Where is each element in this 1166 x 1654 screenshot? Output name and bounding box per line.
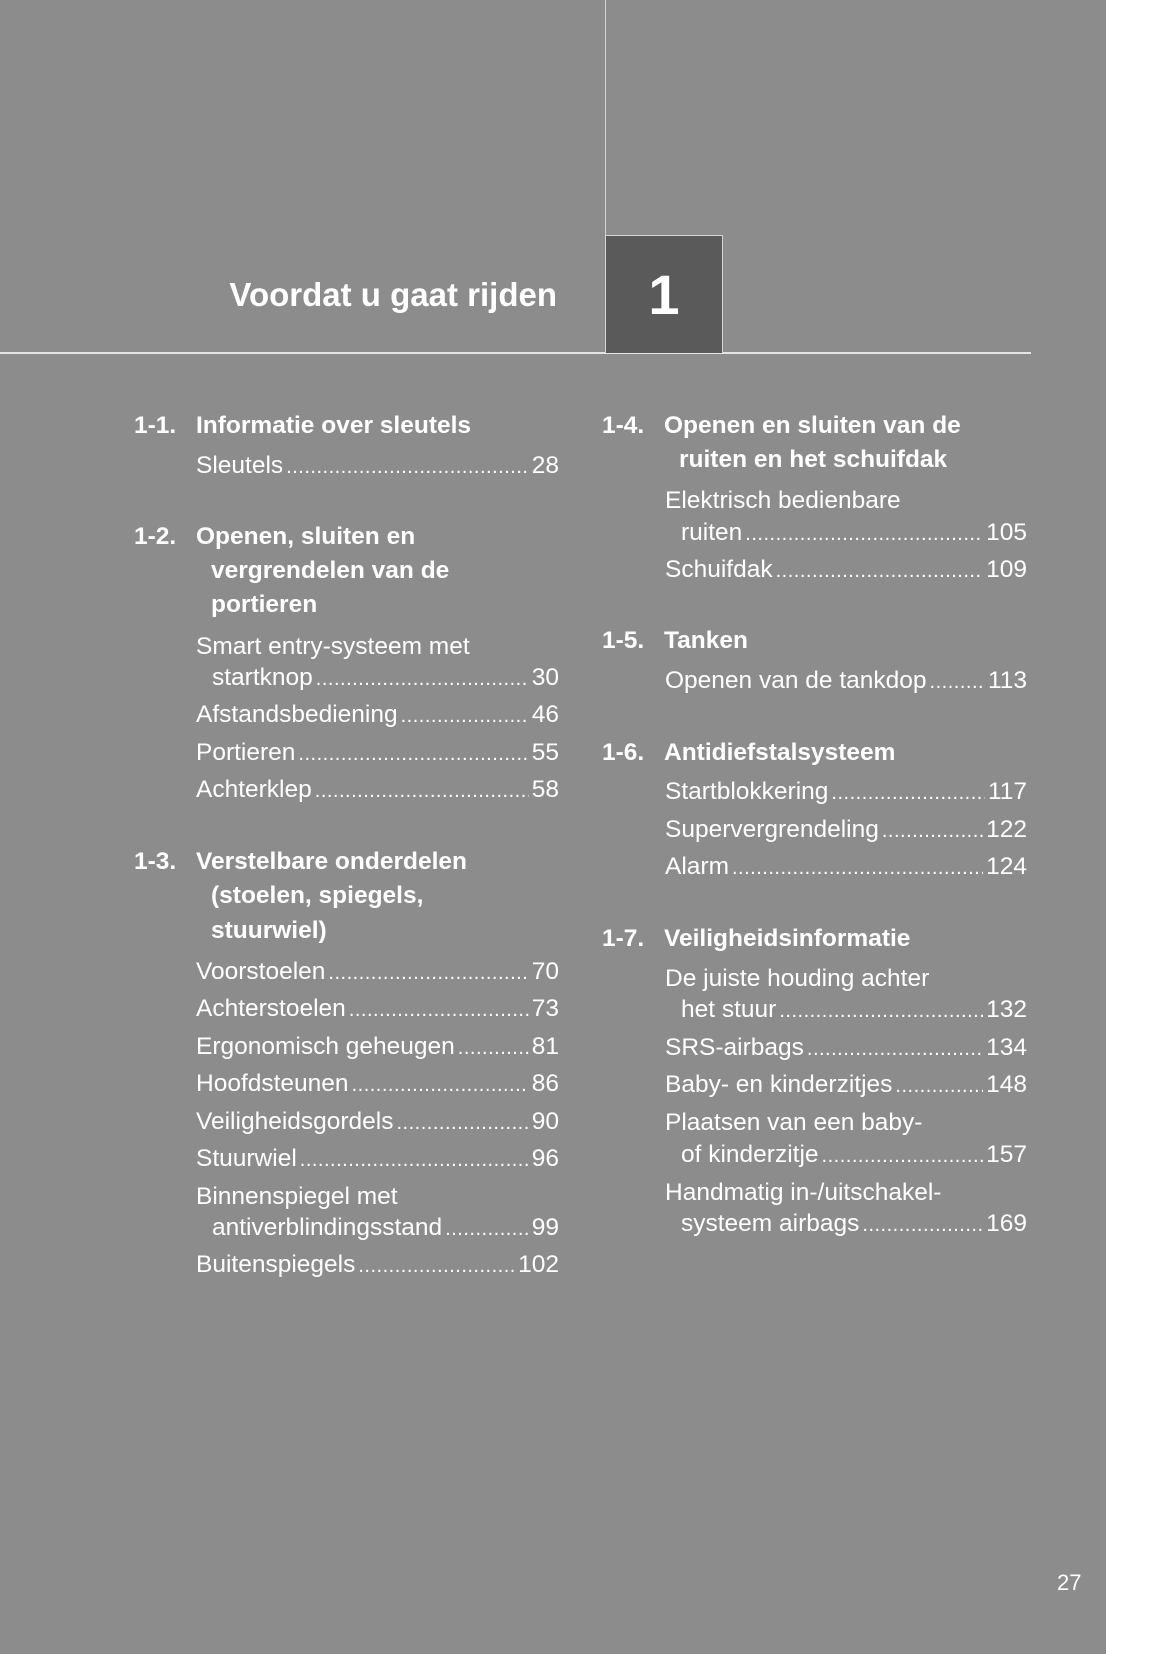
toc-entry-page: 99 [531,1214,559,1241]
dot-leader [352,1070,529,1099]
toc-entry[interactable] [665,1070,1027,1100]
page-margin [1106,0,1166,1654]
dot-leader [315,776,529,805]
divider-horizontal [0,352,1031,354]
toc-entry[interactable] [665,555,1027,585]
chapter-number: 1 [648,263,680,326]
toc-entry-label: Portieren [196,739,296,766]
toc-entry-label: Ergonomisch geheugen [196,1033,455,1060]
dot-leader [776,556,984,585]
dot-leader [397,1108,529,1137]
dot-leader [349,995,529,1024]
toc-entry-page: 58 [531,776,559,803]
toc-entry[interactable] [196,700,559,730]
section-number: 1-7. [602,925,645,952]
toc-entry-page: 148 [986,1071,1027,1098]
section-title: Informatie over sleutels [196,412,472,439]
toc-entry-label: Startblokkering [665,778,829,805]
toc-entry[interactable] [196,1069,559,1099]
toc-entry[interactable] [681,1209,1027,1239]
dot-leader [445,1214,529,1243]
toc-entry-page: 96 [531,1145,559,1172]
dot-leader [930,667,985,696]
section-title: Openen, sluiten en [196,523,416,550]
section-title-line: stuurwiel) [211,917,327,944]
section-title-line: (stoelen, spiegels, [211,882,424,909]
section-number: 1-2. [134,523,177,550]
toc-entry[interactable] [681,995,1027,1025]
toc-entry[interactable] [196,775,559,805]
dot-leader [286,452,529,481]
toc-entry-page: 46 [531,701,559,728]
page-number: 27 [1057,1570,1082,1595]
section-title: Verstelbare onderdelen [196,848,467,875]
toc-entry[interactable] [212,1213,559,1243]
toc-entry-label: Schuifdak [665,556,773,583]
dot-leader [458,1033,529,1062]
toc-entry-page: 124 [986,853,1027,880]
toc-entry-label-line[interactable]: De juiste houding achter [665,965,930,992]
toc-entry[interactable] [196,1107,559,1137]
section-title: Veiligheidsinformatie [664,925,911,952]
toc-entry-label: Voorstoelen [196,958,326,985]
toc-entry-label: startknop [212,664,313,691]
toc-entry-label: Baby- en kinderzitjes [665,1071,893,1098]
section-number: 1-5. [602,627,645,654]
section-number: 1-4. [602,412,645,439]
dot-leader [298,739,528,768]
dot-leader [779,996,983,1025]
dot-leader [895,1071,983,1100]
toc-entry-label: Hoofdsteunen [196,1070,349,1097]
toc-entry-label: systeem airbags [681,1210,860,1237]
toc-entry[interactable] [665,777,1027,807]
toc-entry-label-line[interactable]: Elektrisch bedienbare [665,487,901,514]
toc-entry-page: 105 [986,519,1027,546]
toc-entry[interactable] [196,1250,559,1280]
dot-leader [862,1210,983,1239]
toc-entry-label-line[interactable]: Handmatig in-/uitschakel- [665,1179,942,1206]
toc-entry-label: het stuur [681,996,777,1023]
dot-leader [882,816,983,845]
toc-entry-label: Afstandsbediening [196,701,398,728]
dot-leader [401,701,529,730]
section-number: 1-1. [134,412,177,439]
chapter-number-tab [605,235,723,353]
toc-entry-label: Buitenspiegels [196,1251,356,1278]
toc-entry[interactable] [665,815,1027,845]
dot-leader [316,664,529,693]
dot-leader [358,1251,515,1280]
toc-entry-page: 134 [986,1034,1027,1061]
toc-entry-label: Achterstoelen [196,995,346,1022]
chapter-title: Voordat u gaat rijden [229,276,557,313]
divider-vertical [605,0,606,236]
toc-entry-page: 132 [986,996,1027,1023]
toc-entry[interactable] [665,666,1027,696]
toc-entry-page: 86 [531,1070,559,1097]
toc-entry[interactable] [196,451,559,481]
dot-leader [807,1034,983,1063]
toc-entry-label-line[interactable]: Plaatsen van een baby- [665,1109,923,1136]
section-title-line: portieren [211,591,318,618]
toc-entry-label: Openen van de tankdop [665,667,927,694]
section-title: Openen en sluiten van de [664,412,961,439]
dot-leader [300,1145,529,1174]
toc-entry-page: 55 [531,739,559,766]
toc-entry-page: 109 [986,556,1027,583]
dot-leader [745,519,983,548]
toc-entry[interactable] [681,1140,1027,1170]
section-number: 1-6. [602,739,645,766]
toc-entry[interactable] [681,518,1027,548]
toc-entry[interactable] [196,1144,559,1174]
toc-entry-page: 157 [986,1141,1027,1168]
toc-entry-page: 122 [986,816,1027,843]
toc-entry[interactable] [196,994,559,1024]
section-number: 1-3. [134,848,177,875]
section-title: Tanken [664,627,748,654]
toc-entry-label: Achterklep [196,776,312,803]
toc-entry-label: Sleutels [196,452,284,479]
toc-entry-label: ruiten [681,519,743,546]
toc-entry-page: 113 [987,667,1027,694]
toc-entry-page: 70 [531,958,559,985]
toc-entry-page: 102 [518,1251,559,1278]
toc-entry-page: 90 [531,1108,559,1135]
toc-entry-page: 73 [531,995,559,1022]
toc-entry-page: 30 [531,664,559,691]
toc-entry-page: 169 [986,1210,1027,1237]
dot-leader [732,853,983,882]
toc-entry[interactable] [665,1033,1027,1063]
toc-entry-label: Alarm [665,853,729,880]
toc-entry-page: 28 [531,452,559,479]
dot-leader [822,1141,984,1170]
toc-entry-label: Stuurwiel [196,1145,297,1172]
section-title: Antidiefstalsysteem [664,739,896,766]
dot-leader [831,778,985,807]
dot-leader [328,958,528,987]
toc-entry[interactable] [196,738,559,768]
toc-entry[interactable] [212,663,559,693]
section-title-line: ruiten en het schuifdak [679,446,948,473]
toc-entry-label: Veiligheidsgordels [196,1108,394,1135]
toc-entry-label-line[interactable]: Binnenspiegel met [196,1183,398,1210]
toc-entry[interactable] [196,1032,559,1062]
toc-entry[interactable] [665,852,1027,882]
toc-entry-page: 81 [531,1033,559,1060]
toc-entry[interactable] [196,957,559,987]
toc-entry-label: antiverblindingsstand [212,1214,443,1241]
toc-entry-label: Supervergrendeling [665,816,879,843]
toc-entry-page: 117 [987,778,1027,805]
toc-entry-label: SRS-airbags [665,1034,804,1061]
toc-entry-label-line[interactable]: Smart entry-systeem met [196,633,470,660]
section-title-line: vergrendelen van de [211,557,450,584]
toc-entry-label: of kinderzitje [681,1141,819,1168]
